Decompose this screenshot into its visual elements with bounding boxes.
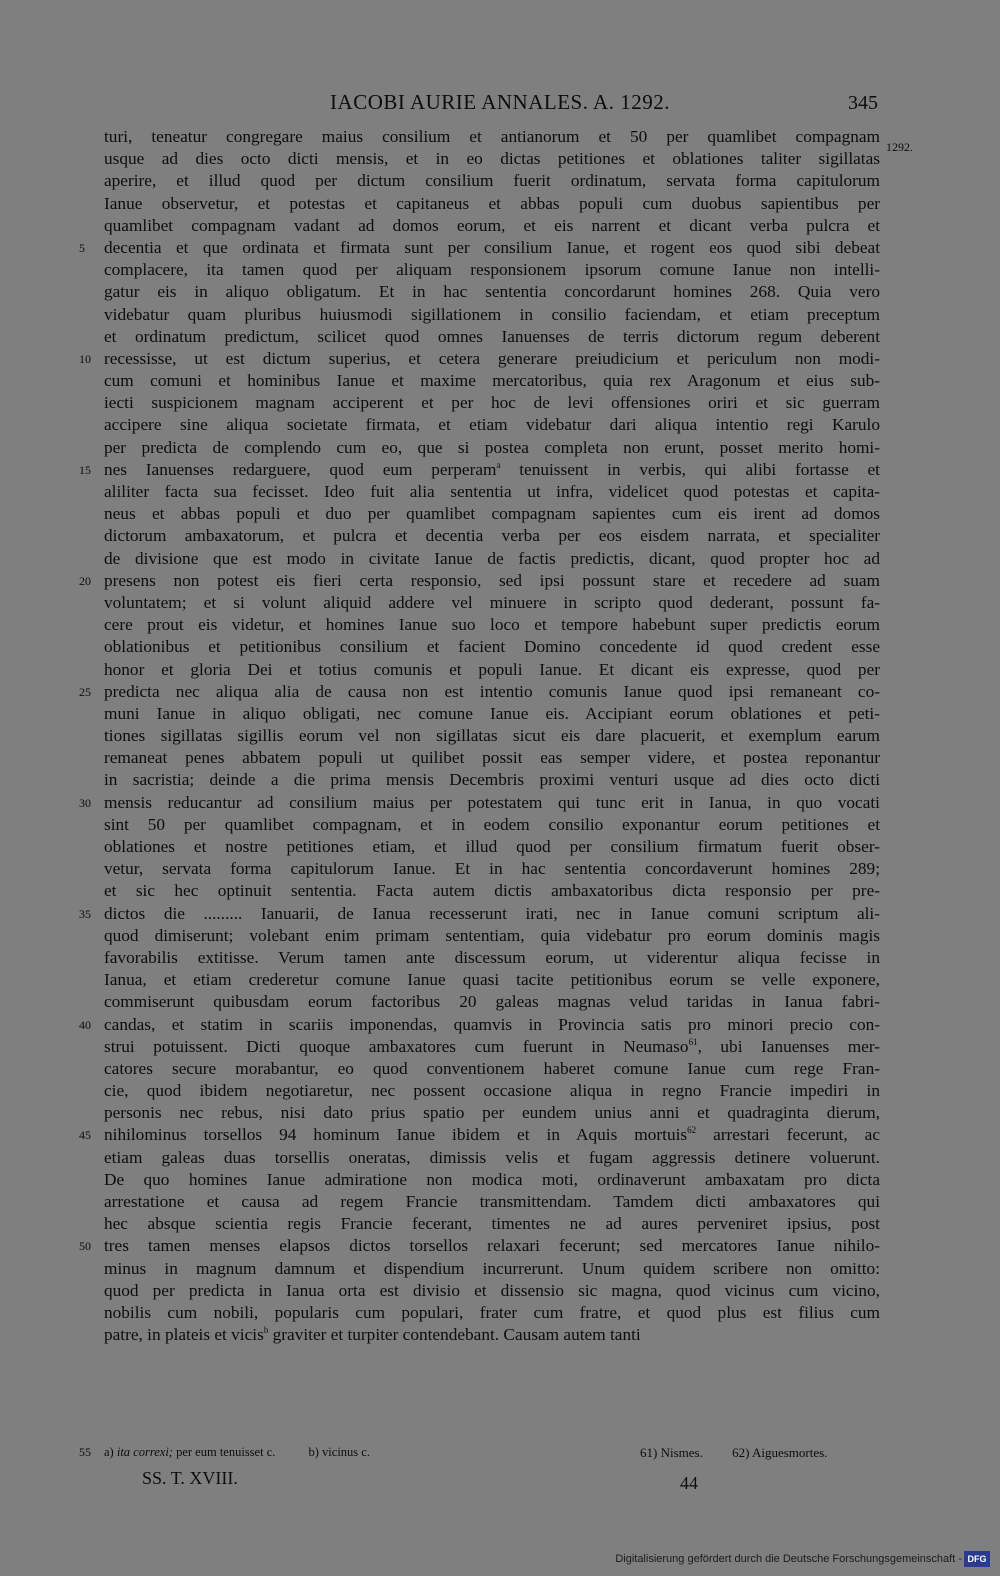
line-text: favorabilis extitisse. Verum tamen ante discessum eorum, ut viderentur aliqua fecisse in	[104, 947, 880, 967]
line-text: et sic hec optinuit sententia. Facta autem dictis ambaxatoribus dicta responsio per pre-	[104, 881, 880, 901]
text-line	[104, 1102, 880, 1124]
footnote-line-number: 55	[79, 1445, 91, 1459]
line-text: et ordinatum predictum, scilicet quod omnes Ianuenses de terris dictorum regum deberent	[104, 326, 880, 346]
footnotes-left	[79, 1445, 370, 1460]
line-text: Ianue observetur, et potestas et capitaneus et abbas populi cum duobus sapientibus per	[104, 193, 880, 213]
text-line	[79, 1014, 880, 1036]
footnote-b: b) vicinus c.	[308, 1445, 370, 1459]
line-text-continued: arrestari fecerunt, ac	[696, 1125, 880, 1145]
text-line	[104, 1058, 880, 1080]
line-text: honor et gloria Dei et totius comunis et populi Ianue. Et dicant eis expresse, quod per	[104, 659, 880, 679]
line-text: aperire, et illud quod per dictum consilium fuerit ordinatum, servata forma capitulorum	[104, 171, 880, 191]
line-text: De quo homines Ianue admiratione non modica moti, ordinaverunt ambaxatam pro dicta	[104, 1169, 880, 1189]
line-number: 30	[79, 795, 91, 810]
text-line	[104, 947, 880, 969]
line-text: dictos die ......... Ianuarii, de Ianua recesserunt irati, nec in Ianue comuni scriptum ali-	[104, 903, 880, 923]
line-number: 40	[79, 1017, 91, 1032]
text-line	[104, 148, 880, 170]
line-number: 35	[79, 906, 91, 921]
text-line	[104, 503, 880, 525]
line-text: quod dimiserunt; volebant enim primam sententiam, quia videbatur pro eorum dominis magis	[104, 925, 880, 945]
line-text: accipere sine aliqua societate firmata, et etiam videbatur dari aliqua intentio regi Karulo	[104, 415, 880, 435]
line-text: muni Ianue in aliquo obligati, nec comune Ianue eis. Accipiant eorum oblationes et peti-	[104, 703, 880, 723]
text-line	[104, 747, 880, 769]
text-line	[79, 348, 880, 370]
text-line	[104, 636, 880, 658]
page-number: 345	[848, 92, 878, 114]
text-line	[104, 703, 880, 725]
line-text: iecti suspicionem magnam acciperent et per hoc de levi offensiones oriri et sic guerram	[104, 393, 880, 413]
sheet-number: 44	[680, 1473, 698, 1493]
line-text: aliliter facta sua fecisset. Ideo fuit alia sententia ut infra, videlicet quod potestas et capita-	[104, 482, 880, 501]
line-text: per predicta de complendo cum eo, que si postea completa non erunt, posset merito homi-	[104, 437, 880, 457]
line-number: 45	[79, 1128, 91, 1143]
line-text: usque ad dies octo dicti mensis, et in eo dictas petitiones et oblationes taliter sigillatas	[104, 149, 880, 169]
text-line	[104, 170, 880, 192]
line-text: cere prout eis videtur, et homines Ianue suo loco et tempore habebunt super predictis eorum	[104, 615, 880, 635]
text-line	[104, 370, 880, 392]
text-line	[104, 1080, 880, 1102]
text-line	[79, 792, 880, 814]
text-line	[104, 437, 880, 459]
line-text: recessisse, ut est dictum superius, et cetera generare preiudicium et periculum non modi-	[104, 348, 880, 368]
footnote-marker: 62	[687, 1125, 697, 1136]
line-text: vetur, servata forma capitulorum Ianue. Et in hac sententia concordaverunt homines 289;	[104, 859, 880, 879]
text-line	[104, 991, 880, 1013]
line-text: cum comuni et hominibus Ianue et maxime mercatoribus, quia rex Aragonum et eius sub-	[104, 371, 880, 391]
text-line	[104, 1169, 880, 1191]
line-text: decentia et que ordinata et firmata sunt per consilium Ianue, et rogent eos quod sibi debeat	[104, 237, 880, 257]
line-text: complacere, ita tamen quod per aliquam responsionem ipsorum comune Ianue non intelli-	[104, 260, 880, 280]
running-header: IACOBI AURIE ANNALES. A. 1292.	[330, 90, 670, 114]
text-line	[104, 1036, 880, 1058]
line-text: hec absque scientia regis Francie fecerant, timentes ne ad aures perveniret ipsius, post	[104, 1214, 880, 1234]
line-text: nobilis cum nobili, popularis cum populari, frater cum fratre, et quod plus est filius cum	[104, 1302, 880, 1322]
line-text-continued: graviter et turpiter contendebant. Causam autem tanti	[268, 1325, 641, 1345]
line-text: candas, et statim in scariis imponendas, quamvis in Provincia satis pro minori precio con-	[104, 1014, 880, 1034]
line-text: videbatur quam pluribus huiusmodi sigillationem in consilio faciendam, et etiam preceptum	[104, 304, 880, 324]
line-text: in sacristia; deinde a die prima mensis Decembris proximi venturi usque ad dies octo dicti	[104, 770, 880, 790]
text-line	[79, 570, 880, 592]
line-text: arrestatione et causa ad regem Francie transmittendam. Tamdem dicti ambaxatores qui	[104, 1192, 880, 1211]
text-line	[104, 548, 880, 570]
line-number: 20	[79, 573, 91, 588]
dfg-logo-icon[interactable]: DFG	[964, 1551, 990, 1567]
line-number: 5	[79, 240, 85, 255]
text-line	[104, 414, 880, 436]
text-line	[79, 1235, 880, 1257]
text-line	[104, 326, 880, 348]
text-line	[104, 1147, 880, 1169]
line-text: presens non potest eis fieri certa responsio, sed ipsi possunt stare et recedere ad suam	[104, 570, 880, 590]
line-text: tiones sigillatas sigillis eorum vel non sigillatas sicut eis dare placuerit, et exemplum earum	[104, 726, 880, 746]
line-text: oblationibus et petitionibus consilium et facient Domino concedente id quod credent esse	[104, 637, 880, 657]
line-text: Ianua, et etiam crederetur comune Ianue quasi tacite petitionibus eorum se velle exponere,	[104, 970, 880, 990]
text-line	[104, 1213, 880, 1235]
line-text: commiserunt quibusdam eorum factoribus 20 galeas magnas velud taridas in Ianua fabri-	[104, 992, 880, 1012]
line-text: cie, quod ibidem negotiaretur, nec possent occasione aliqua in regno Francie impediri in	[104, 1081, 880, 1101]
footnote-62: 62) Aiguesmortes.	[732, 1445, 828, 1460]
line-text: predicta nec aliqua alia de causa non est intentio comunis Ianue quod ipsi remaneant co-	[104, 681, 880, 701]
line-text: sint 50 per quamlibet compagnam, et in eodem consilio exponantur eorum petitiones et	[104, 814, 880, 834]
line-number: 15	[79, 462, 91, 477]
text-line	[79, 237, 880, 259]
line-text-continued: , ubi Ianuenses mer-	[697, 1036, 880, 1056]
text-line	[104, 126, 880, 148]
text-line	[104, 880, 880, 902]
line-text: patre, in plateis et vicis	[104, 1325, 264, 1345]
text-line	[104, 969, 880, 991]
line-number: 10	[79, 351, 91, 366]
text-line	[104, 769, 880, 791]
line-text: remaneat penes abbatem populi ut quilibet possit eas semper videre, et postea reponantur	[104, 748, 880, 768]
text-line	[104, 858, 880, 880]
text-line	[104, 1258, 880, 1280]
line-text: quamlibet compagnam vadant ad domos eorum, et eis narrent et dicant verba pulcra et	[104, 215, 880, 235]
text-line	[104, 281, 880, 303]
footnote-marker: b	[263, 1325, 269, 1336]
text-line	[104, 836, 880, 858]
footnotes-right	[640, 1445, 827, 1461]
line-number: 25	[79, 684, 91, 699]
text-line	[104, 304, 880, 326]
signature-mark: SS. T. XVIII.	[142, 1468, 238, 1488]
line-text: mensis reducantur ad consilium maius per potestatem qui tunc erit in Ianua, in quo vocati	[104, 792, 880, 812]
margin-year: 1292.	[886, 140, 913, 154]
footnote-61: 61) Nismes.	[640, 1445, 703, 1460]
text-line	[79, 1124, 880, 1146]
text-line	[104, 193, 880, 215]
line-text: dictorum ambaxatorum, et pulcra et decentia verba per eos eisdem narrata, et specialiter	[104, 526, 880, 546]
footnote-marker: a	[496, 460, 501, 471]
text-line	[104, 1280, 880, 1302]
text-line	[104, 614, 880, 636]
line-text: catores secure morabantur, eo quod conventionem haberet comune Ianue cum rege Fran-	[104, 1058, 880, 1078]
line-text: voluntatem; et si volunt aliquid addere vel minuere in scripto quod dederant, possunt fa-	[104, 592, 880, 612]
text-line	[104, 1191, 880, 1213]
text-line	[104, 392, 880, 414]
line-number: 50	[79, 1239, 91, 1254]
text-line	[79, 903, 880, 925]
text-line	[104, 814, 880, 836]
line-text: gatur eis in aliquo obligatum. Et in hac sententia concordarunt homines 268. Quia vero	[104, 282, 880, 302]
text-line	[104, 1302, 880, 1324]
line-text: minus in magnum damnum et dispendium incurrerunt. Unum quidem scribere non omitto:	[104, 1258, 880, 1278]
line-text-continued: tenuissent in verbis, qui alibi fortasse et	[500, 459, 880, 479]
line-text: quod per predicta in Ianua orta est divisio et dissensio sic magna, quod vicinus cum vicino,	[104, 1280, 880, 1300]
text-line	[104, 925, 880, 947]
text-line	[104, 259, 880, 281]
text-line	[104, 1324, 880, 1346]
line-text: nes Ianuenses redarguere, quod eum perperam	[104, 459, 497, 479]
text-line	[104, 725, 880, 747]
text-line	[104, 215, 880, 237]
line-text: etiam galeas duas torsellis oneratas, dimissis velis et fugam aggressis detinere voluerunt.	[104, 1147, 880, 1167]
text-line	[104, 525, 880, 547]
line-text: tres tamen menses elapsos dictos torsellos relaxari fecerunt; sed mercatores Ianue nihilo-	[104, 1236, 880, 1256]
text-line	[79, 459, 880, 481]
line-text: de divisione que est modo in civitate Ianue de factis predictis, dicant, quod propter hoc ad	[104, 548, 880, 568]
body-text	[79, 126, 880, 1346]
line-text: oblationes et nostre petitiones etiam, et illud quod per consilium firmatum fuerit obser-	[104, 837, 880, 856]
text-line	[104, 481, 880, 503]
text-line	[104, 592, 880, 614]
footnote-a: a) ita correxi; per eum tenuisset c.	[104, 1445, 276, 1459]
line-text: strui potuissent. Dicti quoque ambaxatores cum fuerunt in Neumaso	[104, 1036, 689, 1056]
digitization-credit[interactable]: Digitalisierung gefördert durch die Deutsche Forschungsgemeinschaft -	[615, 1553, 962, 1565]
line-text: personis nec rebus, nisi dato prius spatio per eundem unius anni et quadraginta dierum,	[104, 1103, 880, 1123]
line-text: neus et abbas populi et duo per quamlibet compagnam sapientes cum eis irent ad domos	[104, 504, 880, 524]
text-line	[79, 681, 880, 703]
text-line	[104, 659, 880, 681]
line-text: turi, teneatur congregare maius consilium et antianorum et 50 per quamlibet compagnam	[104, 127, 880, 146]
footnote-marker: 61	[688, 1036, 698, 1047]
line-text: nihilominus torsellos 94 hominum Ianue ibidem et in Aquis mortuis	[104, 1125, 688, 1145]
